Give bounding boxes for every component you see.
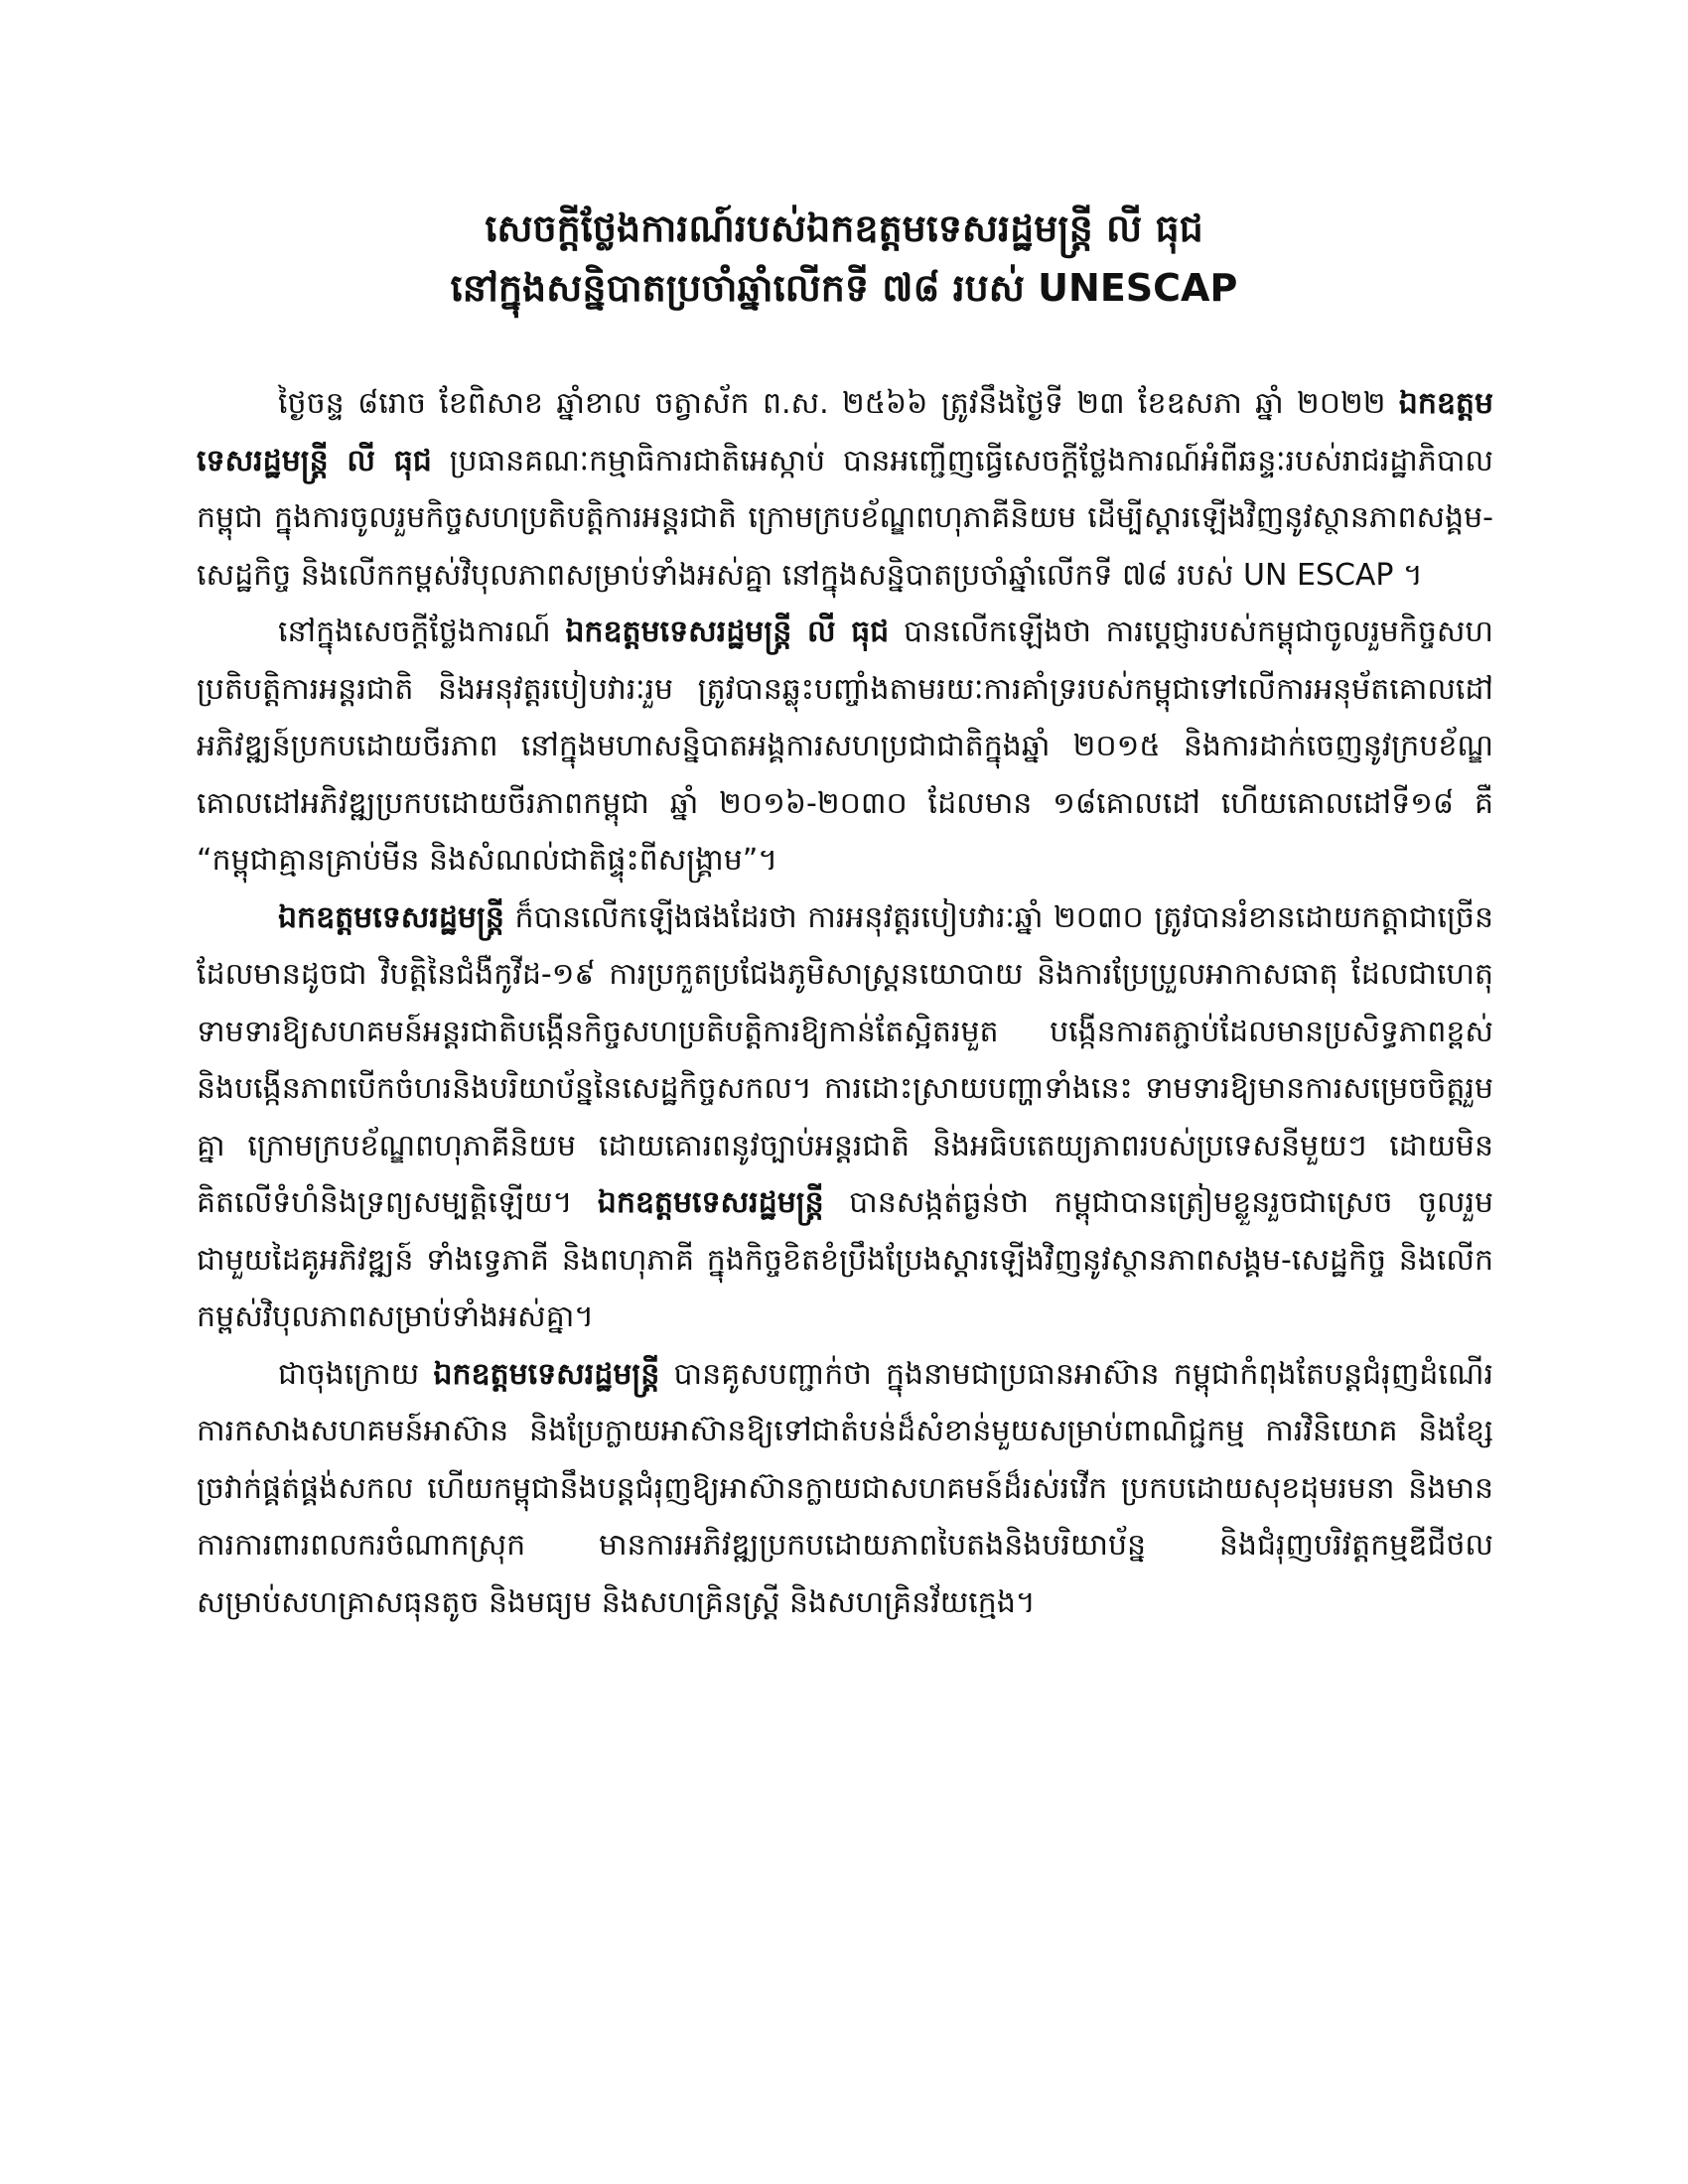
paragraph-4 <box>197 1346 1493 1632</box>
document-title <box>199 199 1489 318</box>
paragraph-2-text: បានលើកឡើងថា ការប្តេជ្ញារបស់កម្ពុជាចូលរួមកិច្ចសហប្រតិបត្តិការអន្តរជាតិ និងអនុវត្តរបៀបវារៈរួម ត្រូវបានឆ្លុះបញ្ចាំងតាមរយៈការគាំទ្ររបស់កម្ពុជាទៅលើការអនុម័តគោលដៅអភិវឌ្ឍន៍ប្រកបដោយចីរភាព នៅក្នុងមហាសន្និបាតអង្គការសហប្រជាជាតិក្នុងឆ្នាំ ២០១៥ និងការដាក់ចេញនូវក្របខ័ណ្ឌគោលដៅអភិវឌ្ឍប្រកបដោយចីរភាពកម្ពុជា ឆ្នាំ ២០១៦-២០៣០ ដែលមាន ១៨គោលដៅ ហើយគោលដៅទី១៨ គឺ “កម្ពុជាគ្មានគ្រាប់មីន និងសំណល់ជាតិផ្ទុះពីសង្គ្រាម”។ <box>197 614 1493 878</box>
paragraph-1-speaker: ឯកឧត្តមទេសរដ្ឋមន្ត្រី លី ធុជ <box>197 386 1493 478</box>
paragraph-2 <box>197 604 1493 889</box>
paragraph-4-intro: ជាចុងក្រោយ <box>278 1356 420 1392</box>
paragraph-4-speaker: ឯកឧត្តមទេសរដ្ឋមន្ត្រី <box>433 1356 660 1392</box>
paragraph-3-text-1: ក៏បានលើកឡើងផងដែរថា ការអនុវត្តរបៀបវារៈឆ្នាំ ២០៣០ ត្រូវបានរំខានដោយកត្តាជាច្រើនដែលមានដូចជា វិបត្តិនៃជំងឺកូវីដ-១៩ ការប្រកួតប្រជែងភូមិសាស្ត្រនយោបាយ និងការប្រែប្រួលអាកាសធាតុ ដែលជាហេតុទាមទារឱ្យសហគមន៍អន្តរជាតិបង្កើនកិច្ចសហប្រតិបត្តិការឱ្យកាន់តែស្អិតរមួត បង្កើនការតភ្ជាប់ដែលមានប្រសិទ្ធភាពខ្ពស់ និងបង្កើនភាពបើកចំហរនិងបរិយាប័ន្ននៃសេដ្ឋកិច្ចសកល។ ការដោះស្រាយបញ្ហាទាំងនេះ ទាមទារឱ្យមានការសម្រេចចិត្តរួមគ្នា ក្រោមក្របខ័ណ្ឌពហុភាគីនិយម ដោយគោរពនូវច្បាប់អន្តរជាតិ និងអធិបតេយ្យភាពរបស់ប្រទេសនីមួយៗ ដោយមិនគិតលើទំហំនិងទ្រព្យសម្បត្តិឡើយ។ <box>197 899 1493 1220</box>
document-body <box>197 375 1493 2003</box>
paragraph-3-speaker-2: ឯកឧត្តមទេសរដ្ឋមន្ត្រី <box>597 1185 824 1220</box>
paragraph-3-text-2: បានសង្កត់ធ្ងន់ថា កម្ពុជាបានត្រៀមខ្លួនរួចជាស្រេច ចូលរួមជាមួយដៃគូអភិវឌ្ឍន៍ ទាំងទ្វេភាគី និងពហុភាគី ក្នុងកិច្ចខិតខំប្រឹងប្រែងស្តារឡើងវិញនូវស្ថានភាពសង្គម-សេដ្ឋកិច្ច និងលើកកម្ពស់វិបុលភាពសម្រាប់ទាំងអស់គ្នា។ <box>197 1185 1493 1334</box>
paragraph-1-text: ប្រធានគណៈកម្មាធិការជាតិអេស្កាប់ បានអញ្ជើញធ្វើសេចក្តីថ្លែងការណ៍អំពីឆន្ទៈរបស់រាជរដ្ឋាភិបាលកម្ពុជា ក្នុងការចូលរួមកិច្ចសហប្រតិបត្តិការអន្តរជាតិ ក្រោមក្របខ័ណ្ឌពហុភាគីនិយម ដើម្បីស្តារឡើងវិញនូវស្ថានភាពសង្គម-សេដ្ឋកិច្ច និងលើកកម្ពស់វិបុលភាពសម្រាប់ទាំងអស់គ្នា នៅក្នុងសន្និបាតប្រចាំឆ្នាំលើកទី ៧៨ របស់ UN ESCAP ។ <box>197 443 1493 593</box>
paragraph-2-speaker: ឯកឧត្តមទេសរដ្ឋមន្ត្រី លី ធុជ <box>565 614 890 649</box>
paragraph-3 <box>197 889 1493 1346</box>
paragraph-1-date: ថ្ងៃចន្ទ ៨រោច ខែពិសាខ ឆ្នាំខាល ចត្វាស័ក ព.ស. ២៥៦៦ ត្រូវនឹងថ្ងៃទី ២៣ ខែឧសភា ឆ្នាំ ២០២២ <box>278 386 1386 421</box>
paragraph-4-text: បានគូសបញ្ជាក់ថា ក្នុងនាមជាប្រធានអាស៊ាន កម្ពុជាកំពុងតែបន្តជំរុញដំណើរការកសាងសហគមន៍អាស៊ាន និងប្រែក្លាយអាស៊ានឱ្យទៅជាតំបន់ដ៏សំខាន់មួយសម្រាប់ពាណិជ្ជកម្ម ការវិនិយោគ និងខ្សែច្រវាក់ផ្គត់ផ្គង់សកល ហើយកម្ពុជានឹងបន្តជំរុញឱ្យអាស៊ានក្លាយជាសហគមន៍ដ៏រស់រវើក ប្រកបដោយសុខដុមរមនា និងមានការការពារពលករចំណាកស្រុក មានការអភិវឌ្ឍប្រកបដោយភាពបៃតងនិងបរិយាប័ន្ន និងជំរុញបរិវត្តកម្មឌីជីថលសម្រាប់សហគ្រាសធុនតូច និងមធ្យម និងសហគ្រិនស្ត្រី និងសហគ្រិនវ័យក្មេង។ <box>197 1356 1493 1620</box>
paragraph-3-speaker: ឯកឧត្តមទេសរដ្ឋមន្ត្រី <box>278 899 504 935</box>
title-line-1: សេចក្តីថ្លែងការណ៍របស់ឯកឧត្តមទេសរដ្ឋមន្ត្រី លី ធុជ <box>485 206 1203 250</box>
paragraph-2-intro: នៅក្នុងសេចក្តីថ្លែងការណ៍ <box>278 614 551 649</box>
title-line-2: នៅក្នុងសន្និបាតប្រចាំឆ្នាំលើកទី ៧៨ របស់ UNESCAP <box>450 266 1238 310</box>
paragraph-1 <box>197 375 1493 604</box>
